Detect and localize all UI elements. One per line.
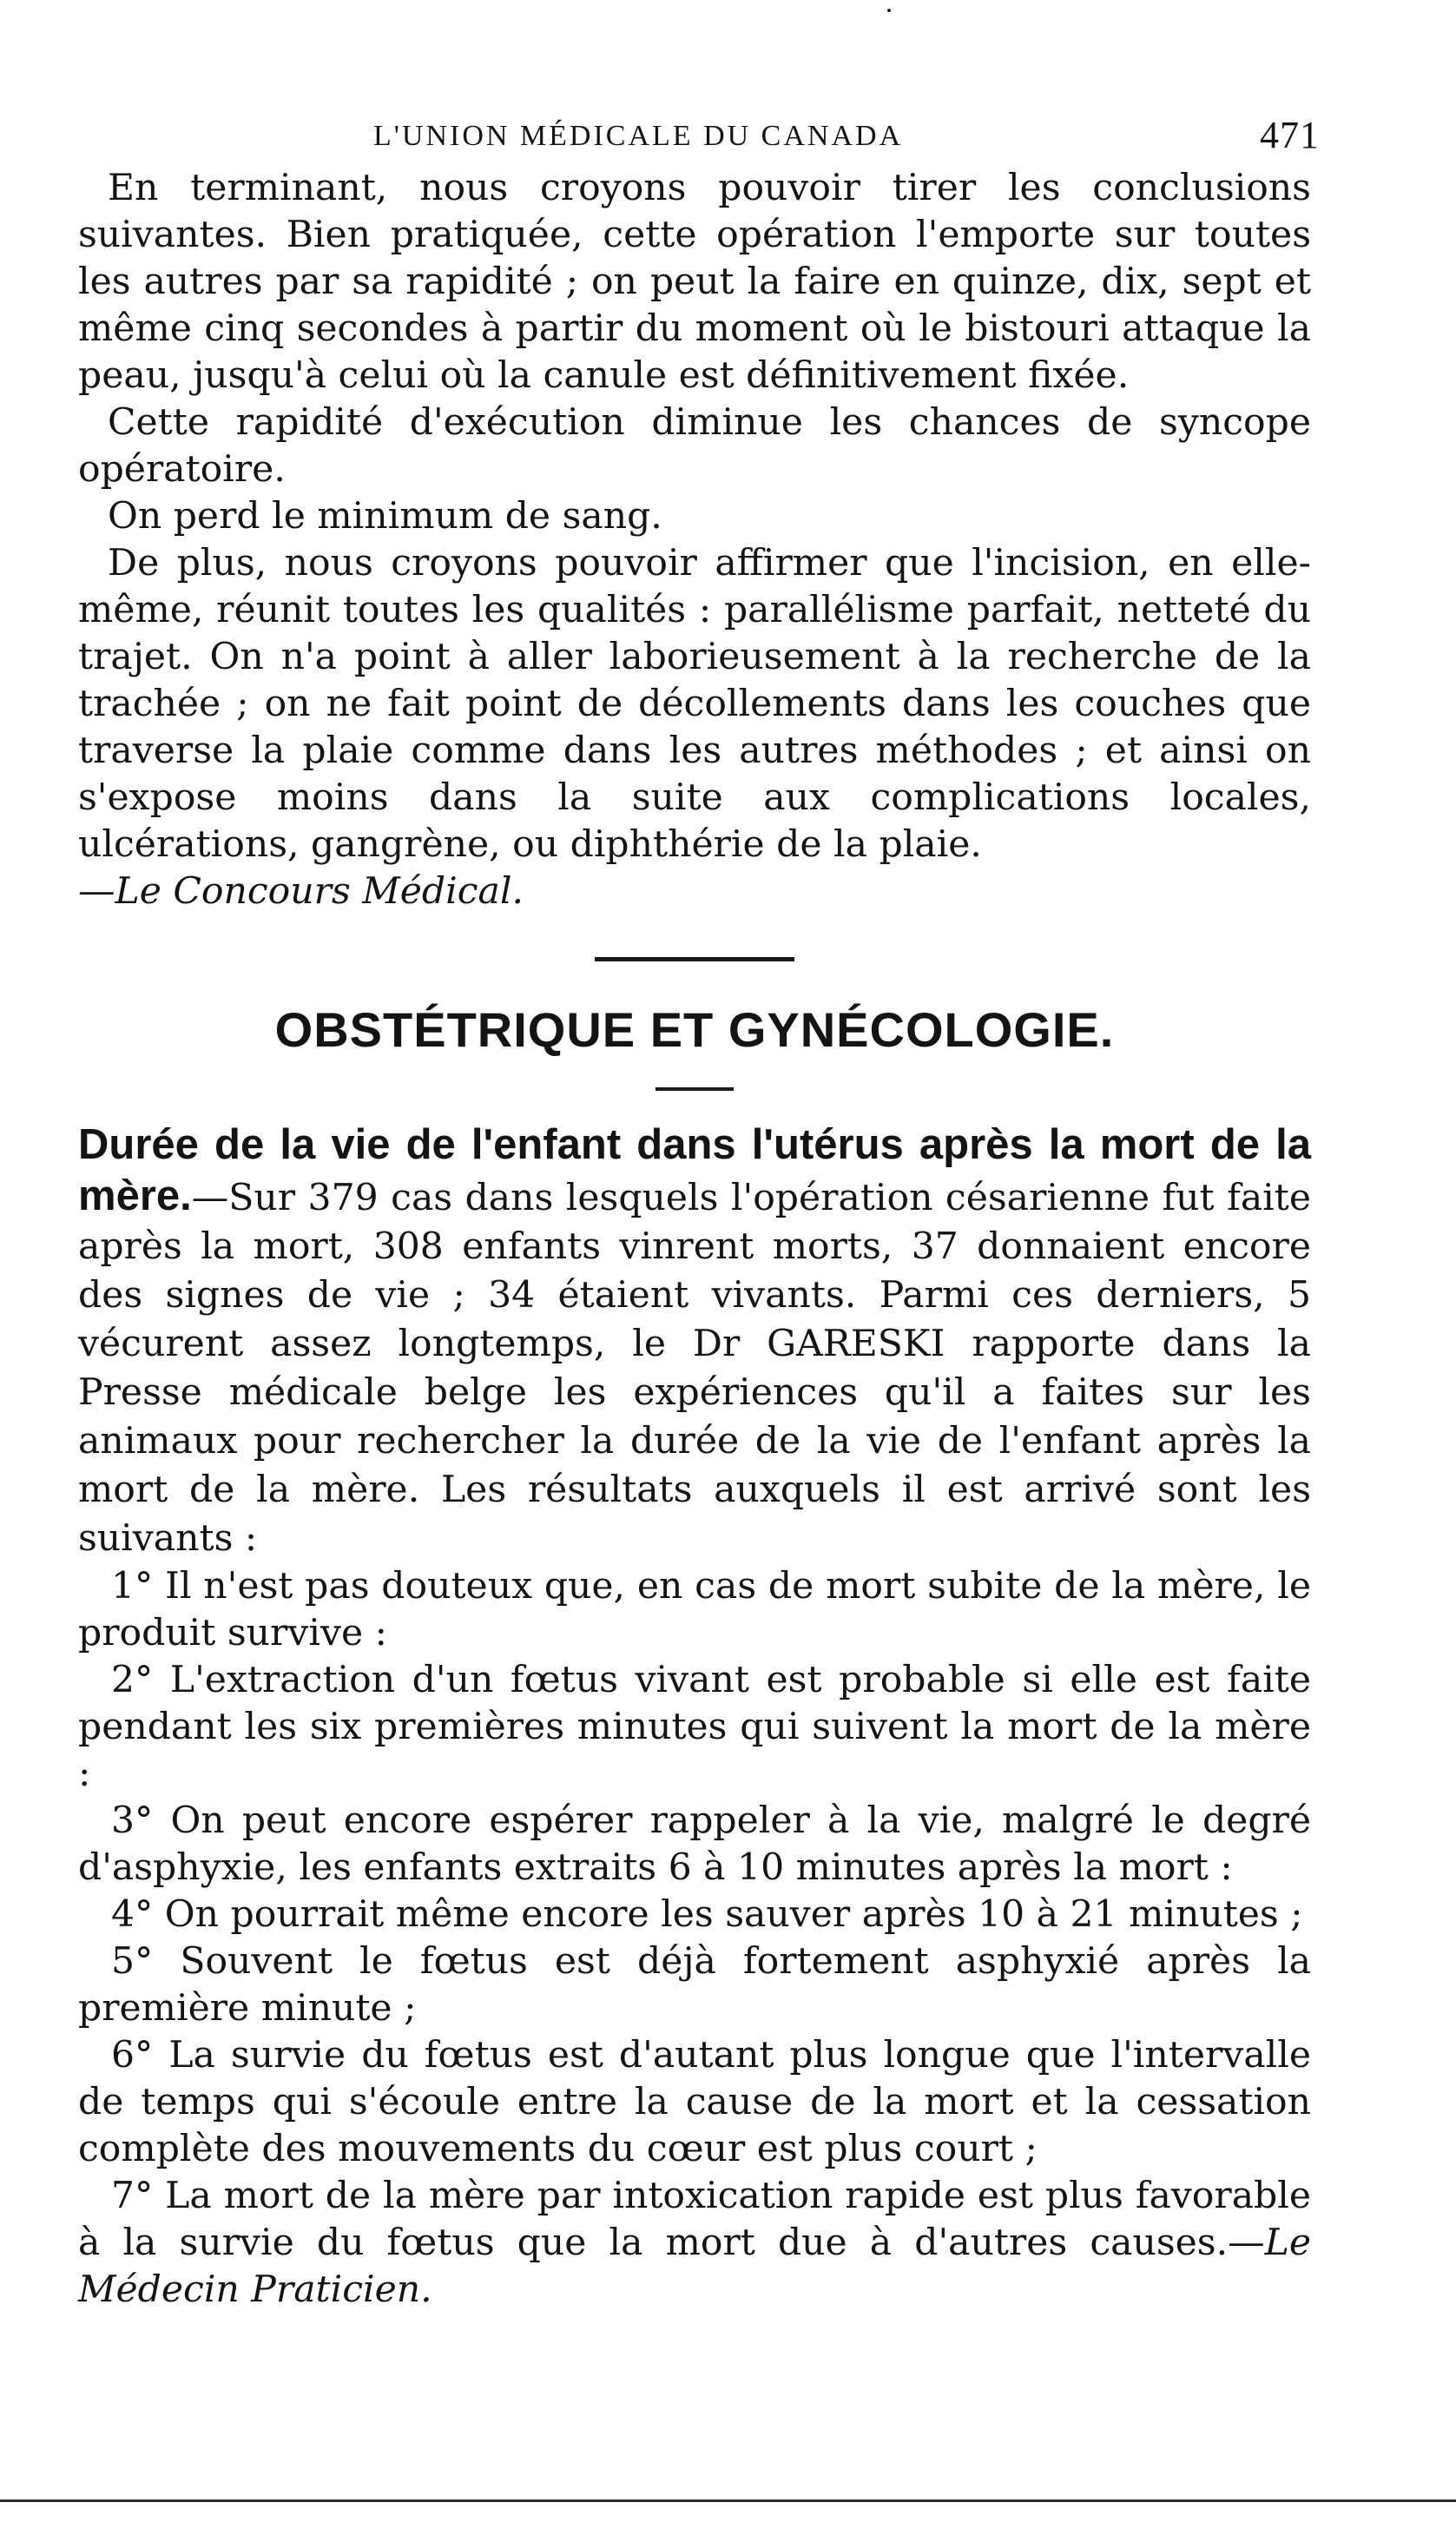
list-item — [78, 2173, 1311, 2314]
list-item: 6° La survie du fœtus est d'autant plus longue que l'intervalle de temps qui s'écoule entre la cause de la mort et la cessation complète des mouvements du cœur est plus court ; — [78, 2034, 1311, 2170]
source-citation: Le Concours Médical. — [115, 870, 524, 913]
list-item: 1° Il n'est pas douteux que, en cas de mort subite de la mère, le produit survive : — [78, 1565, 1311, 1654]
list-item: 4° On pourrait même encore les sauver après 10 à 21 minutes ; — [111, 1893, 1303, 1936]
journal-title: L'UNION MÉDICALE DU CANADA — [373, 120, 904, 152]
scan-edge-line — [0, 2499, 1456, 2502]
article-title: Durée de la vie de l'enfant dans l'utérus après la mort de la mère. — [78, 1121, 1311, 1219]
paragraph: En terminant, nous croyons pouvoir tirer les conclusions suivantes. Bien pratiquée, cette opération l'emporte sur toutes les autres par sa rapidité ; on peut la faire en quinze, dix, sept et même cinq secondes à partir du moment où le bistouri attaque la peau, jusqu'à celui où la canule est définitivement fixée. — [78, 167, 1311, 397]
section-title: OBSTÉTRIQUE ET GYNÉCOLOGIE. — [274, 1002, 1115, 1057]
section-divider — [595, 957, 794, 961]
paragraph — [78, 540, 1311, 915]
paragraph-text: De plus, nous croyons pouvoir affirmer que l'incision, en elle-même, réunit toutes les qualités : parallélisme parfait, netteté du trajet. On n'a point à aller laborieusement à la recherche de la trachée ; on ne fait point de décollements dans les couches que traverse la plaie comme dans les autres méthodes ; et ainsi on s'expose moins dans la suite aux complications locales, ulcérations, gangrène, ou diphthérie de la plaie. — [78, 542, 1311, 866]
list-item: 5° Souvent le fœtus est déjà fortement asphyxié après la première minute ; — [78, 1940, 1311, 2030]
page-number: 471 — [1260, 114, 1320, 156]
running-head — [78, 113, 1320, 165]
list-item: 3° On peut encore espérer rappeler à la vie, malgré le degré d'asphyxie, les enfants extraits 6 à 10 minutes après la mort : — [78, 1799, 1311, 1889]
source-citation: Le Médecin Praticien. — [78, 2222, 1311, 2311]
short-divider — [656, 1087, 734, 1091]
print-speck — [887, 9, 891, 12]
article — [78, 1120, 1311, 2314]
list-item: 2° L'extraction d'un fœtus vivant est probable si elle est faite pendant les six premières minutes qui suivent la mort de la mère : — [78, 1659, 1311, 1795]
source-dash: — — [1228, 2222, 1265, 2264]
source-dash: — — [78, 870, 115, 913]
book-page — [78, 113, 1320, 2314]
article-intro-paragraph — [78, 1120, 1311, 1563]
paragraph: Cette rapidité d'exécution diminue les chances de syncope opératoire. — [78, 401, 1311, 491]
article-intro: —Sur 379 cas dans lesquels l'opération césarienne fut faite après la mort, 308 enfants vinrent morts, 37 donnaient encore des signes de vie ; 34 étaient vivants. Parmi ces derniers, 5 vécurent assez longtemps, le Dr GARESKI rapporte dans la Presse médicale belge les expériences qu'il a faites sur les animaux pour rechercher la durée de la vie de l'enfant après la mort de la mère. Les résultats auxquels il est arrivé sont les suivants : — [78, 1177, 1311, 1560]
previous-article — [78, 165, 1311, 915]
paragraph: On perd le minimum de sang. — [108, 495, 662, 538]
list-item-text: 7° La mort de la mère par intoxication rapide est plus favorable à la survie du fœtus que la mort due à d'autres causes. — [78, 2175, 1311, 2264]
